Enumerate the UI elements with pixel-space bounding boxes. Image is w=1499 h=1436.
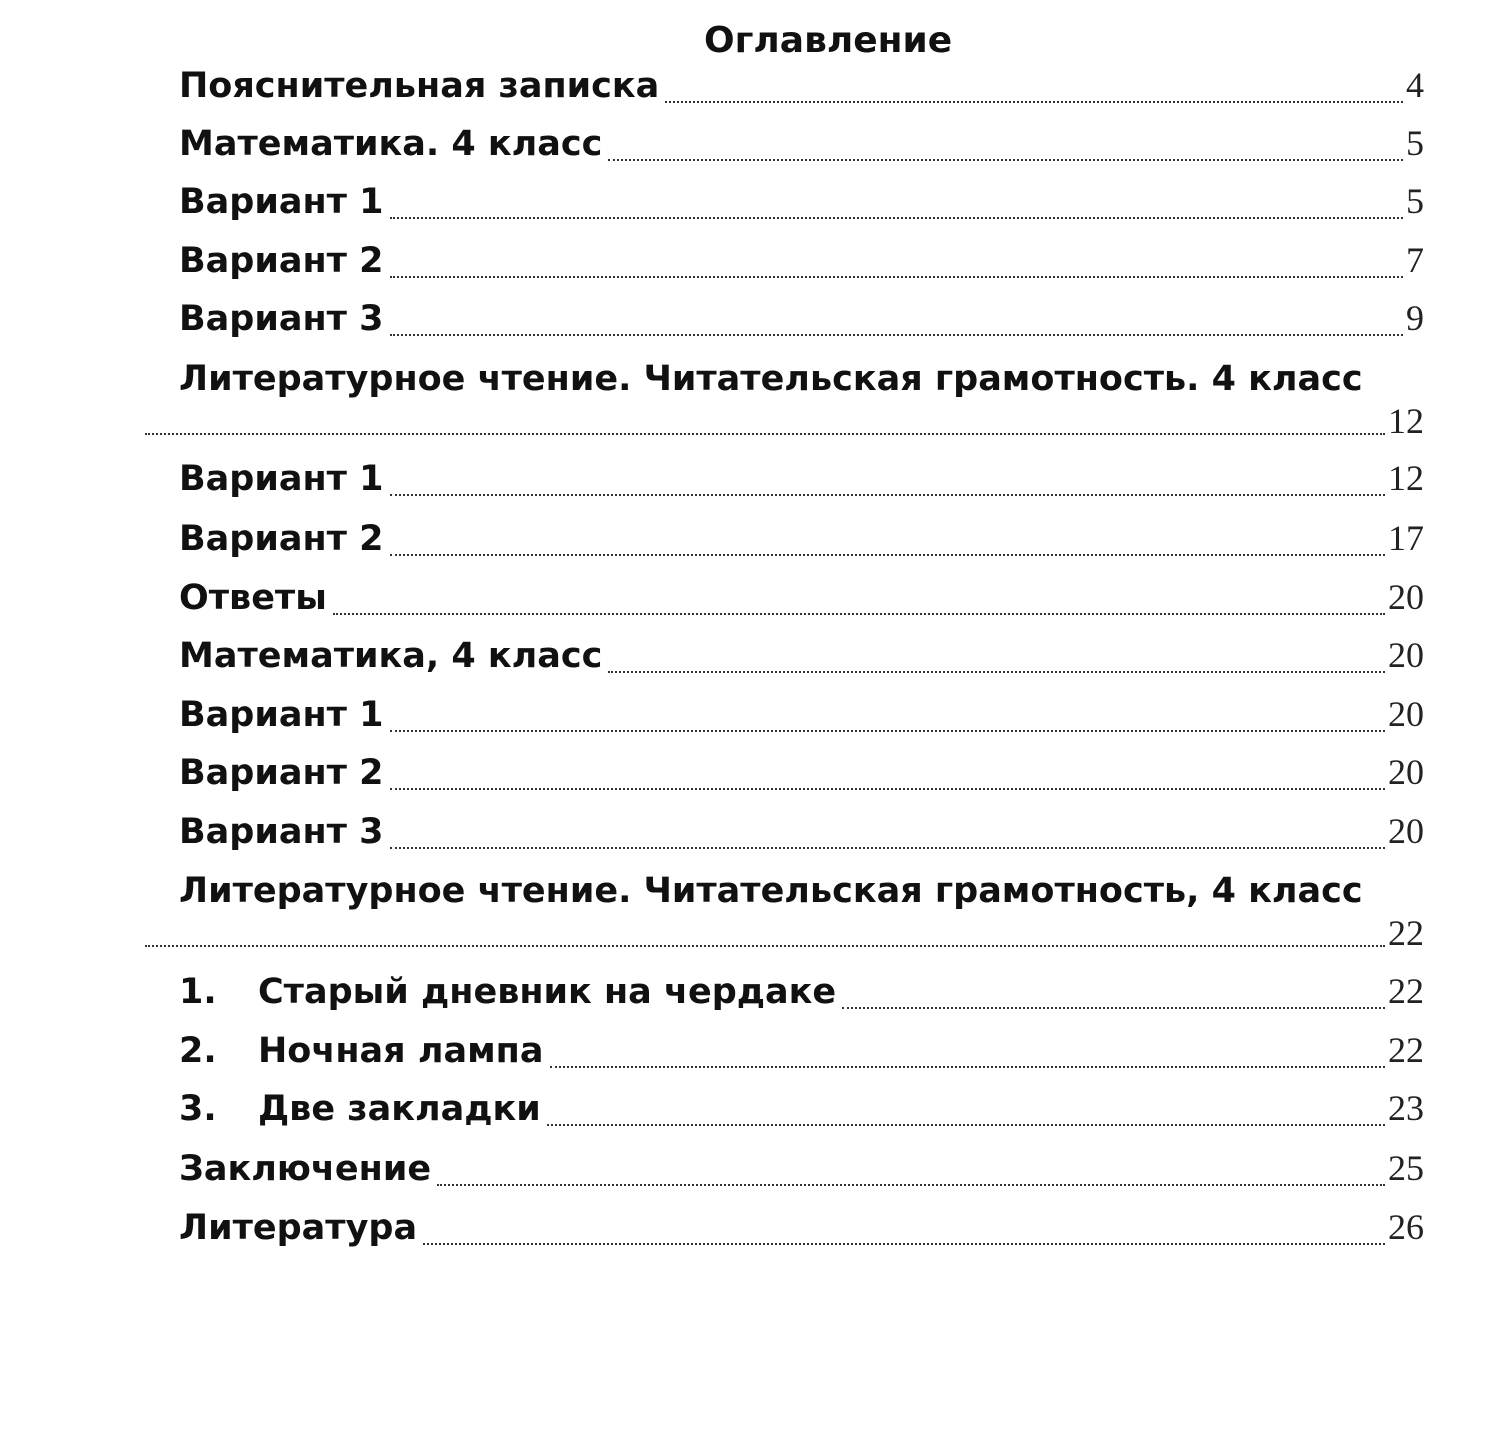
toc-entry-page: 26 <box>1388 1207 1424 1247</box>
dot-leader <box>608 670 1385 673</box>
toc-entry-continuation[interactable] <box>145 912 1424 956</box>
toc-entry-page: 22 <box>1388 1030 1424 1070</box>
toc-entry-continuation[interactable] <box>145 400 1424 444</box>
toc-entry-page: 25 <box>1388 1148 1424 1188</box>
toc-entry[interactable] <box>179 517 1424 565</box>
toc-entry-page: 20 <box>1388 635 1424 675</box>
toc-entry-page: 5 <box>1406 123 1424 163</box>
toc-entry-page: 22 <box>1388 971 1424 1011</box>
toc-entry-page: 4 <box>1406 65 1424 105</box>
toc-entry-label: Вариант 2 <box>179 519 384 559</box>
dot-leader <box>390 216 1404 219</box>
toc-entry[interactable] <box>179 457 1424 505</box>
toc-entry[interactable] <box>179 970 1424 1018</box>
toc-entry-label: Вариант 3 <box>179 812 384 852</box>
toc-entry-page: 5 <box>1406 181 1424 221</box>
toc-entry-page: 20 <box>1388 752 1424 792</box>
toc-entry[interactable] <box>179 1206 1424 1254</box>
toc-entry-label: Старый дневник на чердаке <box>258 972 837 1012</box>
toc-entry-page: 22 <box>1388 913 1424 953</box>
dot-leader <box>145 944 1385 947</box>
toc-entry[interactable] <box>179 1147 1424 1195</box>
toc-entry[interactable] <box>179 693 1424 741</box>
toc-entry-label: Вариант 1 <box>179 182 384 222</box>
toc-entry-page: 7 <box>1406 240 1424 280</box>
dot-leader <box>842 1006 1385 1009</box>
dot-leader <box>423 1242 1385 1245</box>
toc-entry-page: 20 <box>1388 694 1424 734</box>
toc-entry-number: 3. <box>179 1089 217 1129</box>
dot-leader <box>390 275 1404 278</box>
toc-entry-label: Ответы <box>179 578 327 618</box>
toc-entry-number: 2. <box>179 1031 217 1071</box>
toc-entry-number: 1. <box>179 972 217 1012</box>
toc-entry-label: Вариант 2 <box>179 753 384 793</box>
toc-entry-page: 20 <box>1388 577 1424 617</box>
dot-leader <box>390 729 1386 732</box>
toc-entry-label: Литература <box>179 1208 418 1248</box>
dot-leader <box>333 612 1385 615</box>
dot-leader <box>390 846 1386 849</box>
toc-entry[interactable] <box>179 634 1424 682</box>
dot-leader <box>550 1065 1386 1068</box>
toc-entry-label: Ночная лампа <box>258 1031 544 1071</box>
dot-leader <box>390 553 1386 556</box>
toc-entry[interactable] <box>179 810 1424 858</box>
toc-entry[interactable] <box>179 1029 1424 1077</box>
dot-leader <box>145 432 1385 435</box>
dot-leader <box>390 333 1404 336</box>
toc-entry-page: 9 <box>1406 298 1424 338</box>
toc-entry[interactable] <box>179 1087 1424 1135</box>
toc-entry-page: 12 <box>1388 401 1424 441</box>
toc-entry[interactable] <box>179 122 1424 170</box>
dot-leader <box>665 100 1403 103</box>
toc-entry-label: Вариант 3 <box>179 299 384 339</box>
toc-entry-label: Две закладки <box>258 1089 541 1129</box>
toc-entry[interactable] <box>179 180 1424 228</box>
toc-entry-page: 12 <box>1388 458 1424 498</box>
dot-leader <box>608 158 1403 161</box>
dot-leader <box>390 787 1386 790</box>
dot-leader <box>547 1123 1385 1126</box>
toc-title: Оглавление <box>704 20 953 61</box>
toc-entry-label: Пояснительная записка <box>179 66 660 106</box>
toc-entry-label: Вариант 1 <box>179 459 384 499</box>
dot-leader <box>390 493 1386 496</box>
toc-entry-label: Вариант 1 <box>179 695 384 735</box>
toc-entry[interactable] <box>179 64 1424 112</box>
toc-entry-page: 17 <box>1388 518 1424 558</box>
toc-entry-label: Математика. 4 класс <box>179 124 603 164</box>
toc-entry[interactable] <box>179 297 1424 345</box>
toc-entry[interactable] <box>179 239 1424 287</box>
toc-entry[interactable] <box>179 751 1424 799</box>
toc-entry[interactable] <box>179 576 1424 624</box>
toc-entry-label: Математика, 4 класс <box>179 636 603 676</box>
toc-entry-page: 20 <box>1388 811 1424 851</box>
toc-entry-page: 23 <box>1388 1088 1424 1128</box>
toc-entry-label[interactable]: Литературное чтение. Читательская грамотность. 4 класс <box>179 359 1363 399</box>
toc-entry-label: Заключение <box>179 1149 432 1189</box>
toc-entry-label: Вариант 2 <box>179 241 384 281</box>
dot-leader <box>437 1183 1385 1186</box>
toc-entry-label[interactable]: Литературное чтение. Читательская грамотность, 4 класс <box>179 871 1363 911</box>
